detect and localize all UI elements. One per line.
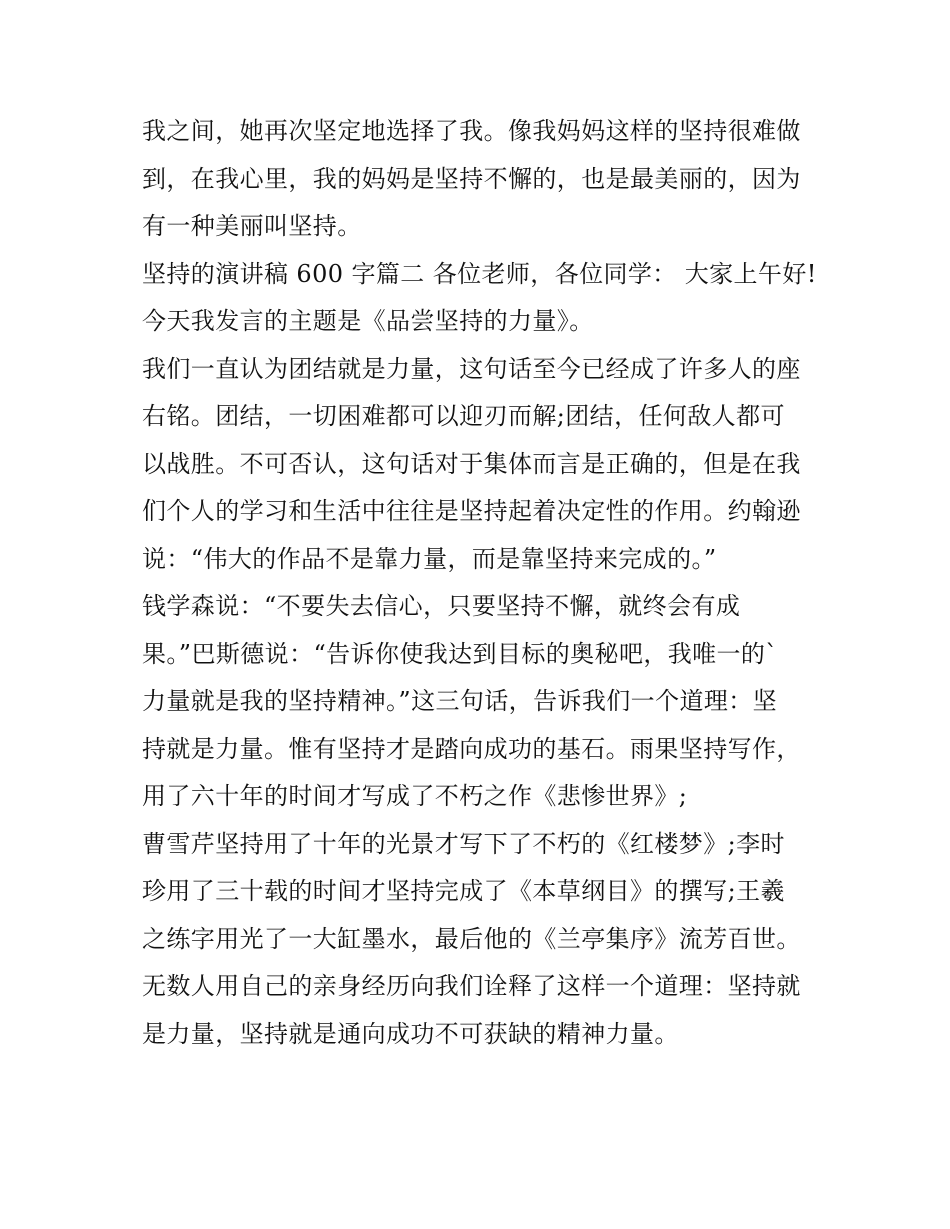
text-line: 以战胜。不可否认，这句话对于集体而言是正确的，但是在我 xyxy=(142,449,801,478)
text-line: 用了六十年的时间才写成了不朽之作《悲惨世界》; xyxy=(142,782,688,810)
text-line: 之练字用光了一大缸墨水，最后他的《兰亭集序》流芳百世。 xyxy=(142,924,801,953)
text-line: 今天我发言的主题是《品尝坚持的力量》。 xyxy=(142,307,594,335)
text-line: 钱学森说：“不要失去信心，只要坚持不懈，就终会有成 xyxy=(142,592,741,620)
text-line: 珍用了三十载的时间才坚持完成了《本草纲目》的撰写;王羲 xyxy=(142,877,785,905)
text-line: 们个人的学习和生活中往往是坚持起着决定性的作用。约翰逊 xyxy=(142,497,801,525)
body-text xyxy=(142,108,822,1058)
text-line: 力量就是我的坚持精神。”这三句话，告诉我们一个道理：坚 xyxy=(142,687,778,715)
text-line: 是力量，坚持就是通向成功不可获缺的精神力量。 xyxy=(142,1019,679,1048)
text-line: 持就是力量。惟有坚持才是踏向成功的基石。雨果坚持写作， xyxy=(142,734,801,763)
text-line: 我们一直认为团结就是力量，这句话至今已经成了许多人的座 xyxy=(142,354,801,383)
text-line: 无数人用自己的亲身经历向我们诠释了这样一个道理：坚持就 xyxy=(142,972,801,1000)
text-line: 说：“伟大的作品不是靠力量，而是靠坚持来完成的。” xyxy=(142,544,717,573)
text-line: 我之间，她再次坚定地选择了我。像我妈妈这样的坚持很难做 xyxy=(142,117,801,145)
text-line: 果。”巴斯德说：“告诉你使我达到目标的奥秘吧，我唯一的` xyxy=(142,639,778,668)
text-line: 坚持的演讲稿 600 字篇二 各位老师，各位同学： 大家上午好! xyxy=(142,259,817,288)
text-line: 有一种美丽叫坚持。 xyxy=(142,212,362,240)
text-line: 到，在我心里，我的妈妈是坚持不懈的，也是最美丽的，因为 xyxy=(142,164,801,193)
text-line: 曹雪芹坚持用了十年的光景才写下了不朽的《红楼梦》;李时 xyxy=(142,829,785,858)
text-line: 右铭。团结，一切困难都可以迎刃而解;团结，任何敌人都可 xyxy=(142,402,785,430)
